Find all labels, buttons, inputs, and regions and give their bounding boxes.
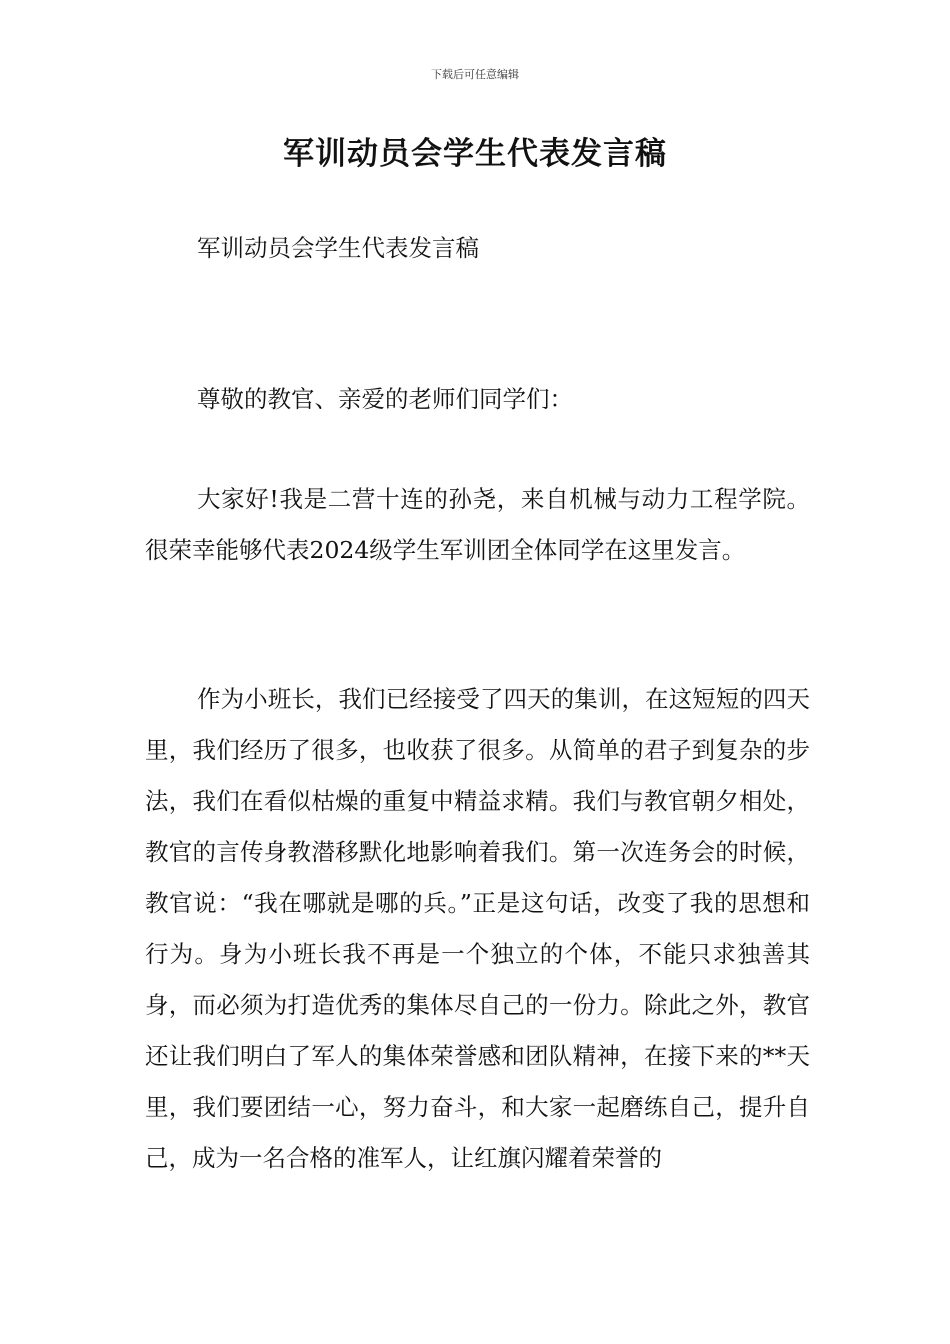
document-title: 军训动员会学生代表发言稿	[283, 136, 667, 172]
paragraph-intro: 大家好!我是二营十连的孙尧，来自机械与动力工程学院。很荣幸能够代表2024级学生军训团全体同学在这里发言。	[145, 485, 810, 564]
document-subtitle: 军训动员会学生代表发言稿	[197, 234, 479, 262]
paragraph-body: 作为小班长，我们已经接受了四天的集训，在这短短的四天里，我们经历了很多，也收获了很多。从简单的君子到复杂的步法，我们在看似枯燥的重复中精益求精。我们与教官朝夕相处，教官的言传身教潜移默化地影响着我们。第一次连务会的时候，教官说：“我在哪就是哪的兵。”正是这句话，改变了我的思想和行为。身为小班长我不再是一个独立的个体，不能只求独善其身，而必须为打造优秀的集体尽自己的一份力。除此之外，教官还让我们明白了军人的集体荣誉感和团队精神，在接下来的**天里，我们要团结一心，努力奋斗，和大家一起磨练自己，提升自己，成为一名合格的准军人，让红旗闪耀着荣誉的	[145, 685, 810, 1172]
header-note: 下载后可任意编辑	[431, 68, 519, 81]
greeting: 尊敬的教官、亲爱的老师们同学们：	[197, 385, 573, 413]
